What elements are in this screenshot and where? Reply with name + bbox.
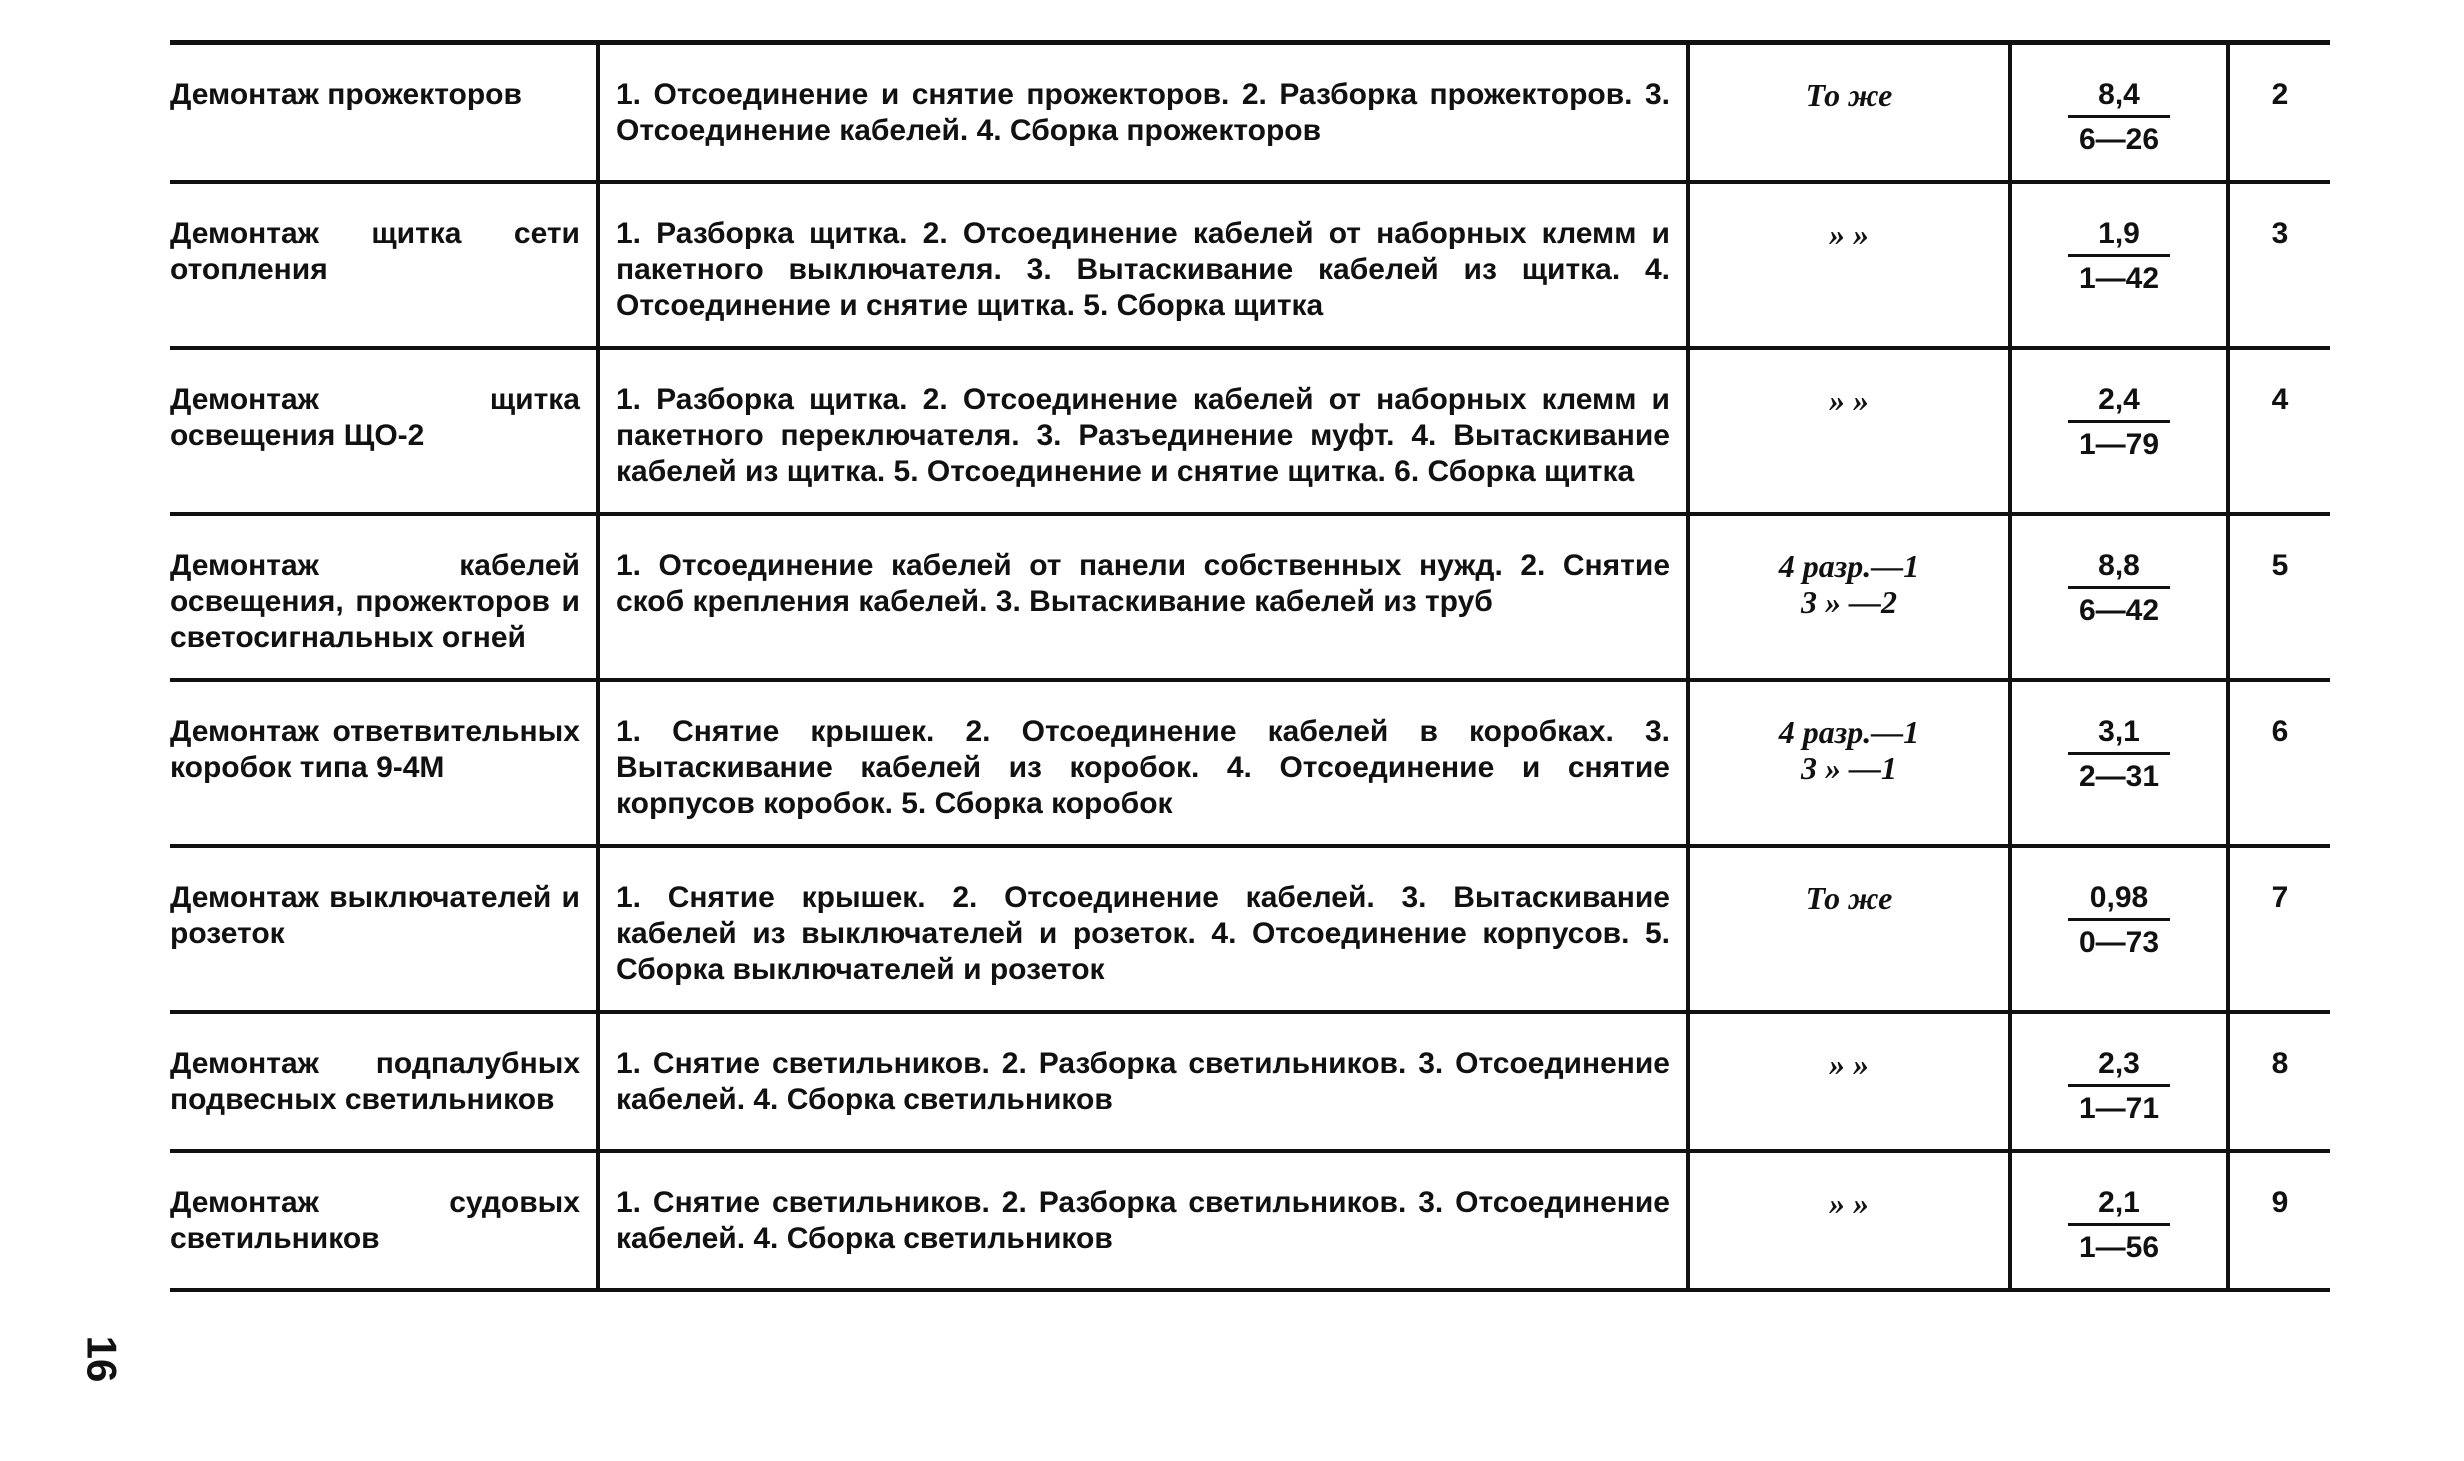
page-number: 16 — [78, 1335, 126, 1383]
row-number-cell: 6 — [2228, 680, 2330, 846]
worker-grade-line: » » — [1829, 216, 1869, 252]
work-content-cell: 1. Снятие светильников. 2. Разборка светильников. 3. Отсоединение кабелей. 4. Сборка светильников — [598, 1151, 1688, 1290]
work-content-cell: 1. Снятие крышек. 2. Отсоединение кабелей. 3. Вытаскивание кабелей из выключателей и розеток. 4. Отсоединение корпусов. 5. Сборка выключателей и розеток — [598, 846, 1688, 1012]
table-body — [170, 43, 2330, 1291]
worker-grade-cell — [1688, 1151, 2010, 1290]
norm-fraction — [2068, 714, 2170, 795]
table-row — [170, 680, 2330, 846]
work-content-cell: 1. Отсоединение кабелей от панели собственных нужд. 2. Снятие скоб крепления кабелей. 3. Вытаскивание кабелей из труб — [598, 514, 1688, 680]
table-row — [170, 348, 2330, 514]
operation-name-cell: Демонтаж выключателей и розеток — [170, 846, 598, 1012]
norm-cell — [2010, 846, 2228, 1012]
worker-grade-cell — [1688, 43, 2010, 183]
table-row — [170, 1151, 2330, 1290]
table-row — [170, 514, 2330, 680]
operation-name-cell: Демонтаж подпалубных подвесных светильников — [170, 1012, 598, 1151]
work-content-cell: 1. Разборка щитка. 2. Отсоединение кабелей от наборных клемм и пакетного переключателя. 3. Разъединение муфт. 4. Вытаскивание кабелей из щитка. 5. Отсоединение и снятие щитка. 6. Сборка щитка — [598, 348, 1688, 514]
norm-price: 6—26 — [2078, 123, 2160, 156]
norm-time: 2,4 — [2068, 382, 2170, 423]
operation-name-cell: Демонтаж ответвительных коробок типа 9-4М — [170, 680, 598, 846]
operation-name-cell: Демонтаж щитка освещения ЩО-2 — [170, 348, 598, 514]
norm-price: 1—56 — [2078, 1231, 2160, 1264]
norm-time: 8,8 — [2068, 548, 2170, 589]
norm-cell — [2010, 182, 2228, 348]
operation-name-cell: Демонтаж прожекторов — [170, 43, 598, 183]
norm-time: 3,1 — [2068, 714, 2170, 755]
table-row — [170, 43, 2330, 183]
worker-grade-cell — [1688, 1012, 2010, 1151]
row-number-cell: 7 — [2228, 846, 2330, 1012]
row-number-cell: 4 — [2228, 348, 2330, 514]
norm-fraction — [2068, 216, 2170, 297]
norm-time: 0,98 — [2068, 880, 2170, 921]
worker-grade-cell — [1688, 182, 2010, 348]
norm-time: 1,9 — [2068, 216, 2170, 257]
norm-price: 0—73 — [2078, 926, 2160, 959]
norm-price: 1—71 — [2078, 1092, 2160, 1125]
norm-cell — [2010, 1151, 2228, 1290]
operation-name-cell: Демонтаж кабелей освещения, прожекторов и светосигнальных огней — [170, 514, 598, 680]
row-number-cell: 2 — [2228, 43, 2330, 183]
norm-price: 1—42 — [2078, 262, 2160, 295]
norm-cell — [2010, 680, 2228, 846]
worker-grade-line: » » — [1829, 1046, 1869, 1082]
norm-price: 6—42 — [2078, 594, 2160, 627]
norm-fraction — [2068, 1046, 2170, 1127]
worker-grade-line: 4 разр.—1 — [1778, 714, 1920, 750]
worker-grade-cell — [1688, 680, 2010, 846]
table-row — [170, 846, 2330, 1012]
operation-name-cell: Демонтаж судовых светильников — [170, 1151, 598, 1290]
worker-grade-line: 3 » —2 — [1801, 584, 1897, 620]
work-content-cell: 1. Снятие крышек. 2. Отсоединение кабелей в коробках. 3. Вытаскивание кабелей из коробок. 4. Отсоединение и снятие корпусов коробок. 5. Сборка коробок — [598, 680, 1688, 846]
table-row — [170, 182, 2330, 348]
norm-time: 2,3 — [2068, 1046, 2170, 1087]
worker-grade-line: То же — [1805, 880, 1893, 916]
work-content-cell: 1. Отсоединение и снятие прожекторов. 2. Разборка прожекторов. 3. Отсоединение кабелей. 4. Сборка прожекторов — [598, 43, 1688, 183]
norms-table — [170, 40, 2330, 1292]
work-content-cell: 1. Снятие светильников. 2. Разборка светильников. 3. Отсоединение кабелей. 4. Сборка светильников — [598, 1012, 1688, 1151]
worker-grade-line: 4 разр.—1 — [1778, 548, 1920, 584]
norm-fraction — [2068, 1185, 2170, 1266]
worker-grade-line: » » — [1829, 382, 1869, 418]
row-number-cell: 9 — [2228, 1151, 2330, 1290]
norm-fraction — [2068, 77, 2170, 158]
worker-grade-line: То же — [1805, 77, 1893, 113]
work-content-cell: 1. Разборка щитка. 2. Отсоединение кабелей от наборных клемм и пакетного выключателя. 3. Вытаскивание кабелей из щитка. 4. Отсоединение и снятие щитка. 5. Сборка щитка — [598, 182, 1688, 348]
norm-price: 1—79 — [2078, 428, 2160, 461]
norm-fraction — [2068, 880, 2170, 961]
worker-grade-line: » » — [1829, 1185, 1869, 1221]
norm-cell — [2010, 1012, 2228, 1151]
worker-grade-line: 3 » —1 — [1801, 750, 1897, 786]
row-number-cell: 5 — [2228, 514, 2330, 680]
norm-fraction — [2068, 548, 2170, 629]
row-number-cell: 3 — [2228, 182, 2330, 348]
norm-time: 2,1 — [2068, 1185, 2170, 1226]
worker-grade-cell — [1688, 846, 2010, 1012]
row-number-cell: 8 — [2228, 1012, 2330, 1151]
norm-time: 8,4 — [2068, 77, 2170, 118]
norm-cell — [2010, 43, 2228, 183]
operation-name-cell: Демонтаж щитка сети отопления — [170, 182, 598, 348]
norm-price: 2—31 — [2078, 760, 2160, 793]
table-row — [170, 1012, 2330, 1151]
norm-cell — [2010, 348, 2228, 514]
worker-grade-cell — [1688, 348, 2010, 514]
worker-grade-cell — [1688, 514, 2010, 680]
norm-fraction — [2068, 382, 2170, 463]
norm-cell — [2010, 514, 2228, 680]
